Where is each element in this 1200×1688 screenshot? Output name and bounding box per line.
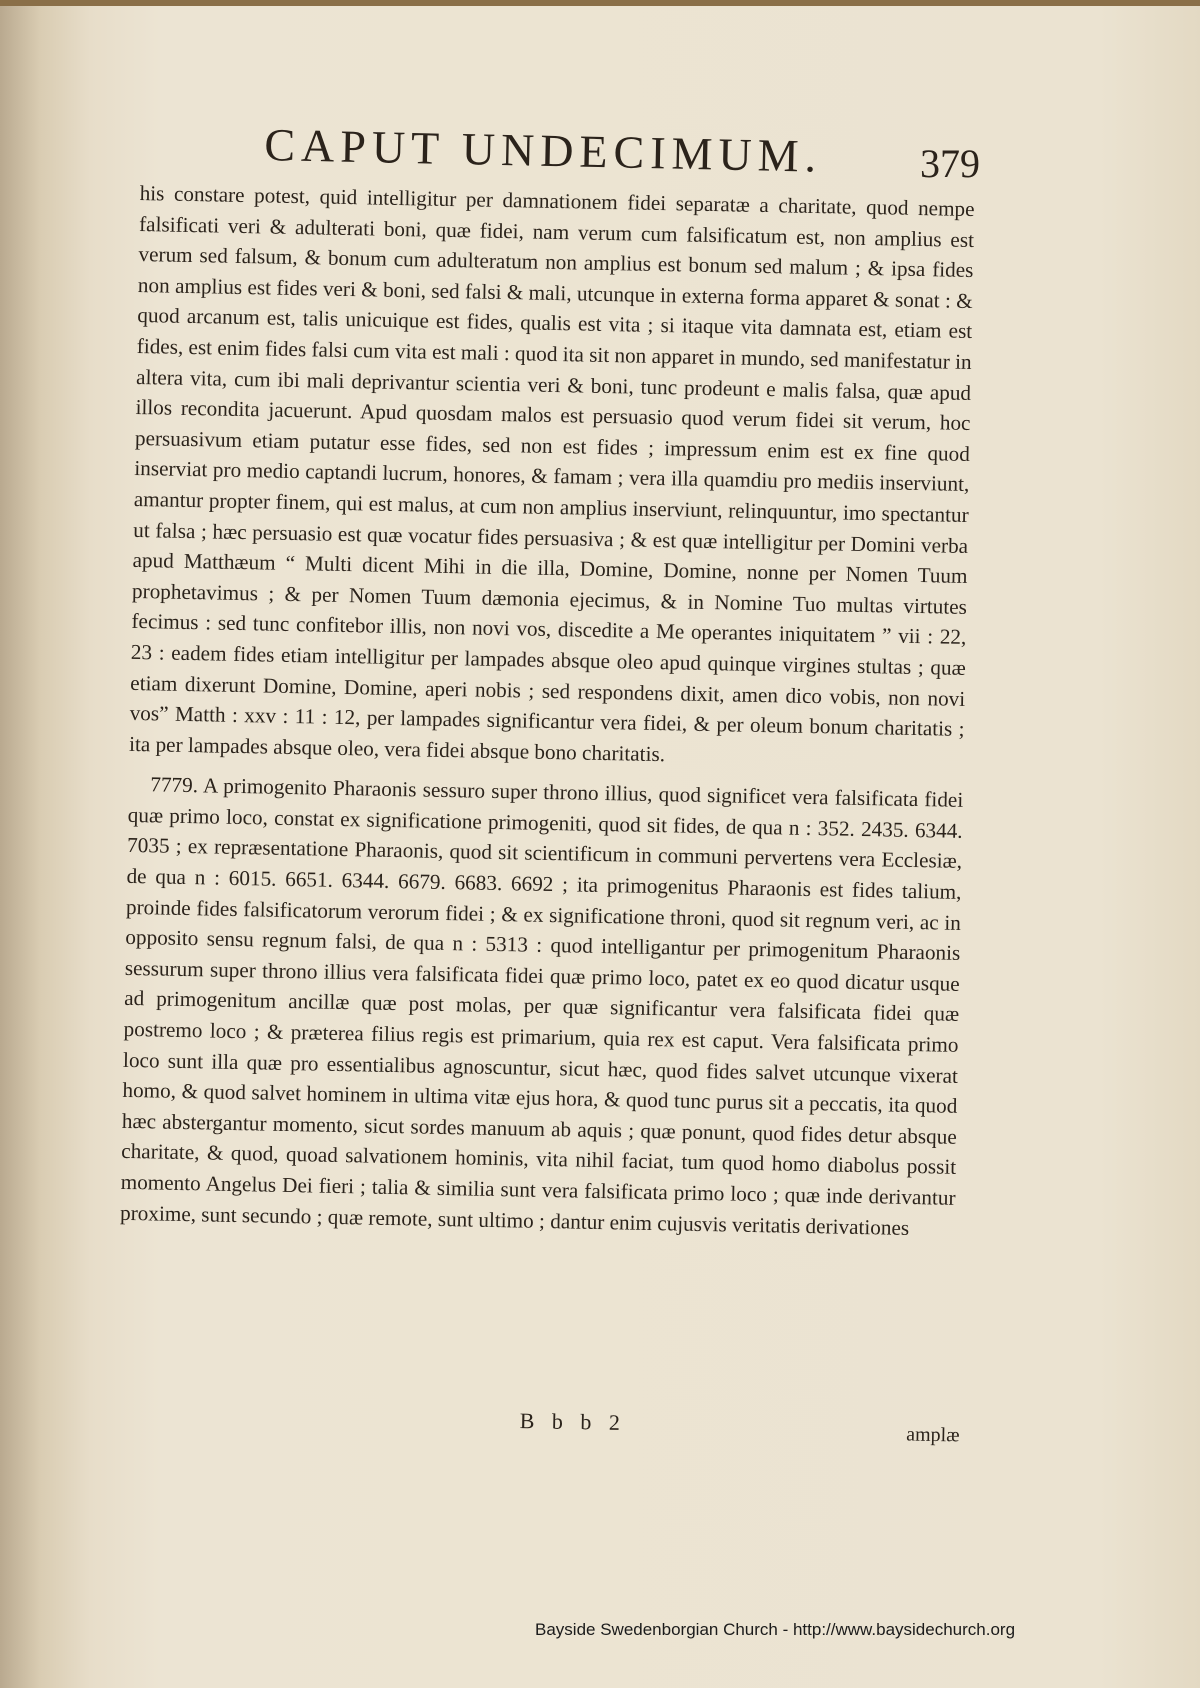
body-text — [120, 178, 975, 1244]
signature-mark: B b b 2 — [519, 1408, 627, 1436]
running-head: CAPUT UNDECIMUM. — [263, 118, 823, 182]
catchword: amplæ — [906, 1423, 960, 1447]
page-number: 379 — [920, 141, 980, 186]
page-footer — [519, 1408, 960, 1450]
paragraph-continuation: his constare potest, quid intelligitur per damnationem fidei separatæ a charitate, quod nempe falsificati veri & adulterati boni, quæ fidei, nam verum cum falsificatum est, non amplius est verum sed falsum, & bonum cum adulteratum non amplius est bonum sed malum ; & ipsa fides non amplius est fides veri & boni, sed falsi & mali, utcunque in externa forma apparet & sonat : & quod arcanum est, talis unicuique est fides, qualis est vita ; si itaque vita damnata est, etiam est fides, est enim fides falsi cum vita est mali : quod ita sit non apparet in mundo, sed manifestatur in altera vita, cum ibi mali deprivantur scientia veri & boni, tunc prodeunt e malis falsa, quæ apud illos recondita jacuerunt. Apud quosdam malos est persuasio quod verum fidei sit verum, hoc persuasivum etiam putatur esse fides, sed non est fides ; impressum enim est ex fine quod inserviat pro medio captandi lucrum, honores, & famam ; vera illa quamdiu pro mediis inserviunt, amantur propter finem, qui est malus, at cum non amplius inserviunt, relinquuntur, imo spectantur ut falsa ; hæc persuasio est quæ vocatur fides persuasiva ; & est quæ intelligitur per Domini verba apud Matthæum “ Multi dicent Mihi in die illa, Domine, Domine, nonne per Nomen Tuum prophetavimus ; & per Nomen Tuum dæmonia ejecimus, & in Nomine Tuo multas virtutes fecimus : sed tunc confitebor illis, non novi vos, discedite a Me operantes iniquitatem ” vii : 22, 23 : eadem fides etiam intelligitur per lampades absque oleo apud quinque virgines stultas ; quæ etiam dixerunt Domine, Domine, aperi nobis ; sed respondens dixit, amen dico vobis, non novi vos” Matth : xxv : 11 : 12, per lampades significantur vera fidei, & per oleum bonum charitatis ; ita per lampades absque oleo, vera fidei absque bono charitatis. — [128, 180, 975, 766]
watermark: Bayside Swedenborgian Church - http://www.baysidechurch.org — [535, 1620, 1016, 1639]
paragraph-7779: 7779. A primogenito Pharaonis sessuro super throno illius, quod significet vera falsificata fidei quæ primo loco, constat ex significatione primogeniti, quod sit fides, de qua n : 352. 2435. 6344. 7035 ; ex repræsentatione Pharaonis, quod sit scientificum in communi pervertens vera Ecclesiæ, de qua n : 6015. 6651. 6344. 6679. 6683. 6692 ; ita primogenitus Pharaonis est fides talium, proinde fides falsificatorum verorum fidei ; & ex significatione throni, quod sit regnum veri, ac in opposito sensu regnum falsi, de qua n : 5313 : quod intelligantur per primogenitum Pharaonis sessurum super throno illius vera falsificata fidei quæ primo loco, patet ex eo quod dicatur usque ad primogenitum ancillæ quæ post molas, per quæ significantur vera falsificata fidei quæ postremo loco ; & præterea filius regis est primarium, quia rex est caput. Vera falsificata primo loco sunt illa quæ pro essentialibus agnoscuntur, sicut hæc, quod fides salvet utcunque vixerat homo, & quod salvet hominem in ultima vitæ ejus hora, & quod tunc purus sit a peccatis, ita quod hæc abstergantur momento, sicut sordes manuum ab aquis ; quæ ponunt, quod fides detur absque charitate, & quod, quoad salvationem hominis, vita nihil faciat, tum quod homo diabolus possit momento Angelus Dei fieri ; talia & similia sunt vera falsificata primo loco ; quæ inde derivantur proxime, sunt secundo ; quæ remote, sunt ultimo ; dantur enim cujusvis veritatis derivationes — [119, 772, 964, 1240]
page-header — [140, 118, 980, 188]
